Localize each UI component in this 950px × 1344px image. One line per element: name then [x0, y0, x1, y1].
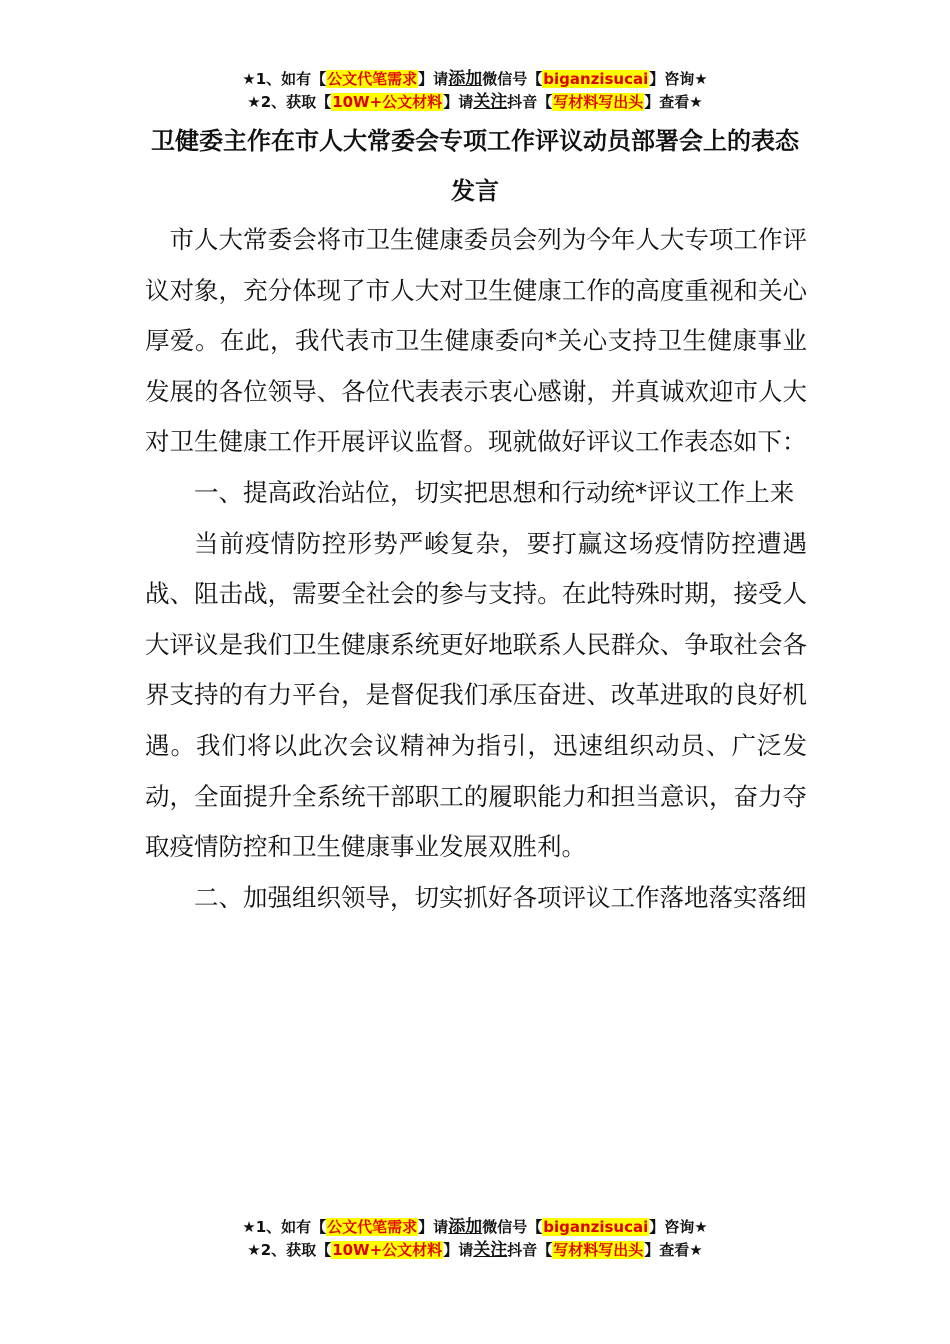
highlight-wechat-id: biganzisucai — [543, 70, 649, 88]
highlight-materials: 10W+公文材料 — [332, 1241, 443, 1259]
highlight-service: 公文代笔需求 — [327, 70, 418, 88]
heading-section-1: 一、提高政治站位，切实把思想和行动统*评议工作上来 — [194, 477, 795, 507]
highlight-materials: 10W+公文材料 — [332, 93, 443, 111]
paragraph-intro: 市人大常委会将市卫生健康委员会列为今年人大专项工作评议对象，充分体现了市人大对卫生健康工作的高度重视和关心厚爱。在此，我代表市卫生健康委向*关心支持卫生健康事业发展的各位领导、各位代表表示衷心感谢，并真诚欢迎市人大对卫生健康工作开展评议监督。现就做好评议工作表态如下： — [145, 225, 807, 457]
document-body — [145, 215, 807, 923]
highlight-wechat-id: biganzisucai — [543, 1218, 649, 1236]
heading-section-2: 二、加强组织领导，切实抓好各项评议工作落地落实落细 — [194, 882, 807, 912]
highlight-service: 公文代笔需求 — [327, 1218, 418, 1236]
bottom-banner — [0, 1216, 950, 1262]
top-banner — [0, 68, 950, 114]
highlight-douyin-account: 写材料写出头 — [553, 93, 644, 111]
banner-line-1: ★1、如有【公文代笔需求】请添加微信号【biganzisucai】咨询★ — [242, 69, 708, 89]
document-title: 卫健委主作在市人大常委会专项工作评议动员部署会上的表态发言 — [151, 127, 799, 205]
banner-line-2: ★2、获取【10W+公文材料】请关注抖音【写材料写出头】查看★ — [247, 92, 703, 112]
banner-line-1: ★1、如有【公文代笔需求】请添加微信号【biganzisucai】咨询★ — [242, 1217, 708, 1237]
banner-line-2: ★2、获取【10W+公文材料】请关注抖音【写材料写出头】查看★ — [247, 1240, 703, 1260]
paragraph-section-1: 当前疫情防控形势严峻复杂，要打赢这场疫情防控遭遇战、阻击战，需要全社会的参与支持。在此特殊时期，接受人大评议是我们卫生健康系统更好地联系人民群众、争取社会各界支持的有力平台，是督促我们承压奋进、改革进取的良好机遇。我们将以此次会议精神为指引，迅速组织动员、广泛发动，全面提升全系统干部职工的履职能力和担当意识，奋力夺取疫情防控和卫生健康事业发展双胜利。 — [145, 528, 807, 862]
highlight-douyin-account: 写材料写出头 — [553, 1241, 644, 1259]
